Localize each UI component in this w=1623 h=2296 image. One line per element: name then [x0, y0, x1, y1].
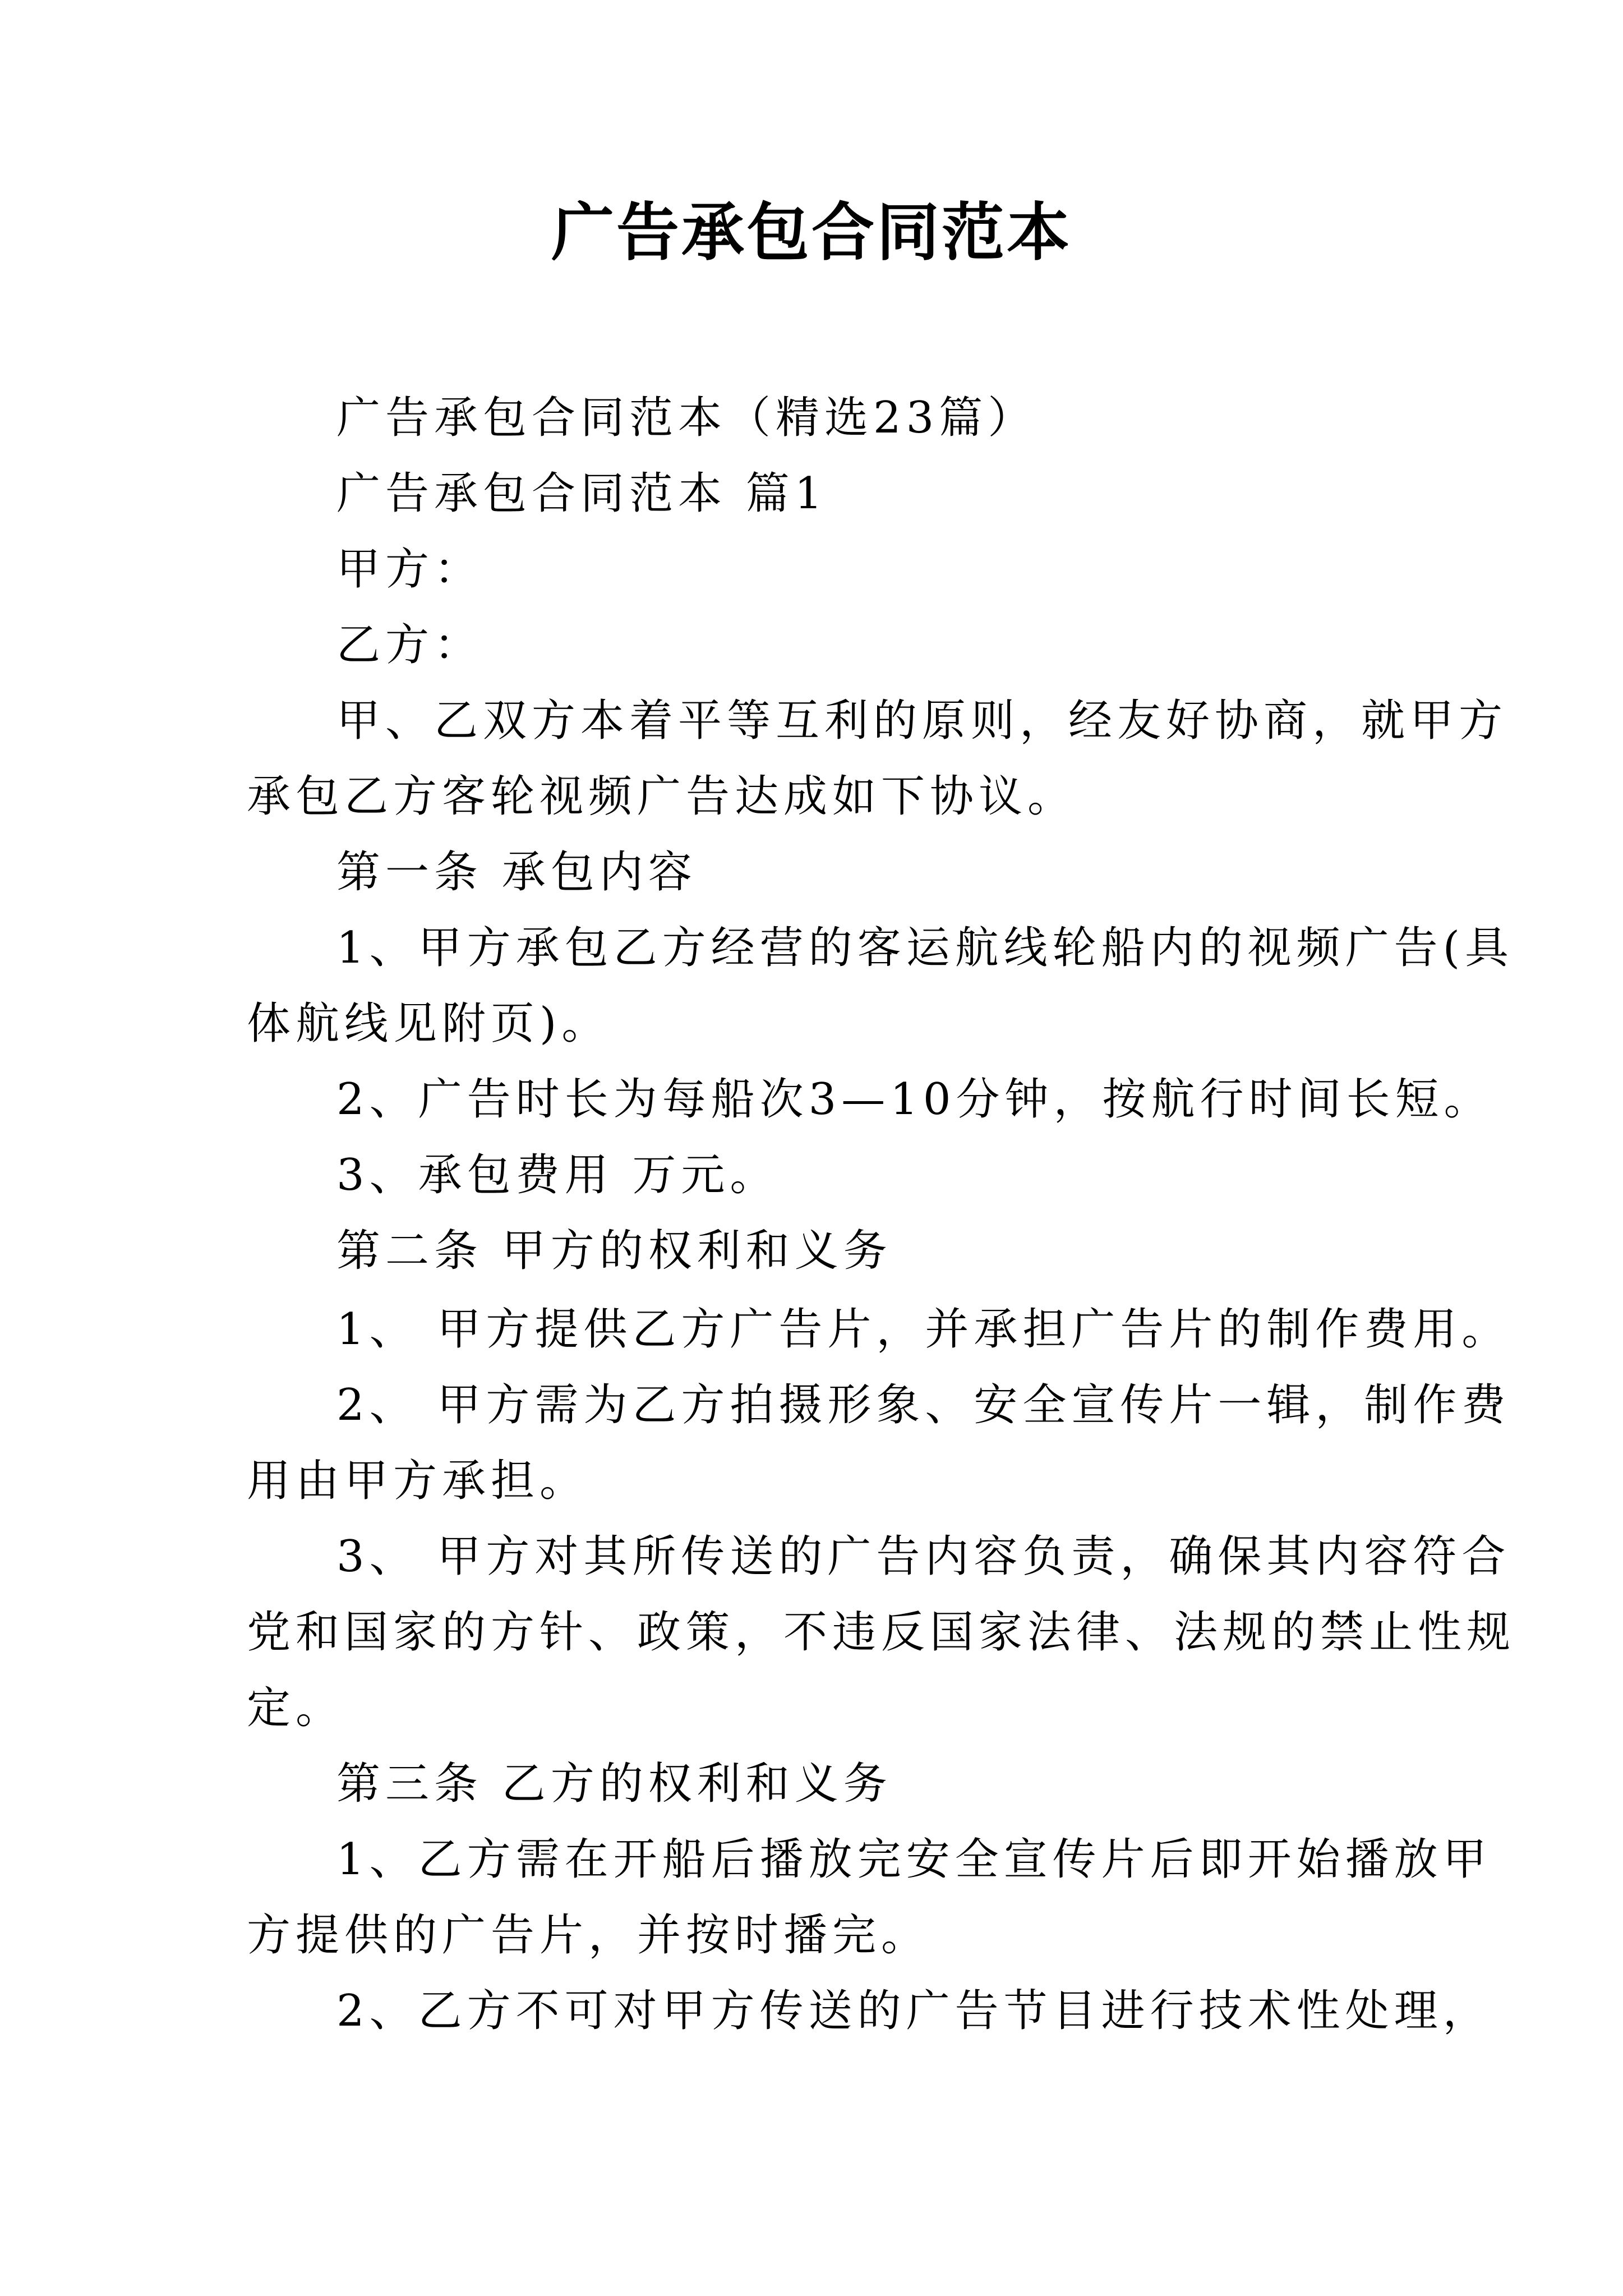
paragraph-line: 2、乙方不可对甲方传送的广告节目进行技术性处理，: [336, 1986, 1492, 2036]
paragraph-line: 方提供的广告片，并按时播完。: [247, 1910, 930, 1961]
paragraph-line: 1、甲方承包乙方经营的客运航线轮船内的视频广告(具: [336, 923, 1514, 973]
paragraph-line: 定。: [247, 1683, 345, 1733]
party-b-line: 乙方：: [336, 620, 483, 670]
paragraph-line: 1、 甲方提供乙方广告片，并承担广告片的制作费用。: [336, 1304, 1511, 1355]
document-title: 广告承包合同范本: [551, 196, 1072, 269]
paragraph-line: 3、 甲方对其所传送的广告内容负责，确保其内容符合: [336, 1531, 1511, 1582]
subtitle-line: 广告承包合同范本（精选23篇）: [336, 393, 1037, 443]
article-heading: 第一条 承包内容: [336, 847, 697, 898]
paragraph-line: 2、广告时长为每船次3—10分钟，按航行时间长短。: [336, 1074, 1493, 1125]
paragraph-line: 甲、乙双方本着平等互利的原则，经友好协商，就甲方: [336, 696, 1508, 746]
article-heading: 第二条 甲方的权利和义务: [336, 1226, 892, 1276]
section-heading: 广告承包合同范本 篇1: [336, 468, 828, 519]
paragraph-line: 用由甲方承担。: [247, 1456, 589, 1506]
paragraph-line: 3、承包费用 万元。: [336, 1150, 779, 1200]
party-a-line: 甲方：: [336, 544, 483, 595]
paragraph-line: 体航线见附页)。: [247, 999, 611, 1049]
paragraph-line: 承包乙方客轮视频广告达成如下协议。: [247, 771, 1077, 822]
article-heading: 第三条 乙方的权利和义务: [336, 1759, 892, 1809]
paragraph-line: 2、 甲方需为乙方拍摄形象、安全宣传片一辑，制作费: [336, 1380, 1511, 1430]
paragraph-line: 党和国家的方针、政策，不违反国家法律、法规的禁止性规: [247, 1607, 1516, 1658]
paragraph-line: 1、乙方需在开船后播放完安全宣传片后即开始播放甲: [336, 1834, 1492, 1885]
